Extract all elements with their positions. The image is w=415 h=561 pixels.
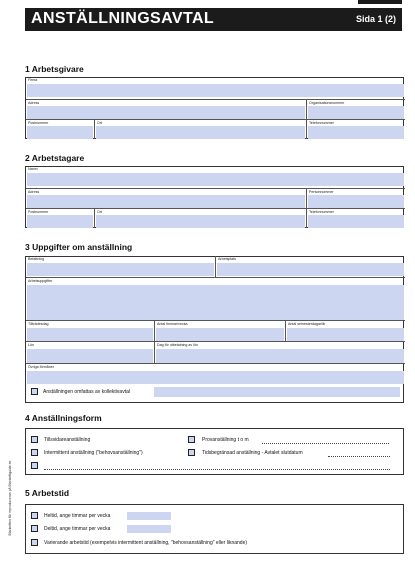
- ovriga-label: Övriga förmåner: [28, 365, 54, 369]
- tidsbegransad-date-line[interactable]: [328, 456, 390, 457]
- employee-personnr-field[interactable]: [308, 195, 404, 208]
- intermittent-label: Intermittent anställning ("behovsanställning"): [44, 450, 143, 456]
- section-heading-employee: 2 Arbetstagare: [25, 153, 85, 163]
- employer-adress-cell: [26, 99, 306, 119]
- section-heading-form: 4 Anställningsform: [25, 413, 102, 423]
- lon-cell: [26, 341, 154, 363]
- employee-personnr-label: Personnummer: [309, 190, 334, 194]
- arbetsuppgifter-cell: [26, 277, 405, 320]
- befattning-field[interactable]: [27, 263, 214, 276]
- employee-namn-cell: [26, 166, 405, 188]
- form-box: [25, 428, 404, 475]
- employer-adress-field[interactable]: [27, 106, 305, 119]
- employee-telefon-cell: [306, 208, 405, 228]
- utbetalning-cell: [154, 341, 405, 363]
- timmar-field[interactable]: [156, 328, 284, 341]
- semester-field[interactable]: [287, 328, 404, 341]
- section-heading-employer: 1 Arbetsgivare: [25, 64, 84, 74]
- employee-adress-field[interactable]: [27, 195, 305, 208]
- page-corner-mark: [358, 0, 402, 4]
- employer-postnr-field[interactable]: [27, 126, 93, 139]
- employee-telefon-field[interactable]: [308, 215, 404, 228]
- utbetalning-label: Dag för utbetalning av lön: [157, 343, 198, 347]
- section-heading-worktime: 5 Arbetstid: [25, 488, 70, 498]
- page-number: Sida 1 (2): [355, 14, 396, 24]
- arbetsuppgifter-label: Arbetsuppgifter: [28, 279, 53, 283]
- sidebar-credit: [6, 440, 14, 560]
- employee-adress-cell: [26, 188, 306, 208]
- arbetsuppgifter-field[interactable]: [27, 285, 404, 320]
- employment-box: [25, 256, 404, 403]
- employee-postnr-field[interactable]: [27, 215, 93, 228]
- worktime-box: [25, 504, 404, 554]
- timmar-label: Antal timmar/vecka: [157, 322, 188, 326]
- employer-firma-field[interactable]: [27, 84, 404, 97]
- semester-label: Antal semesterdagar/år: [288, 322, 326, 326]
- employer-firma-cell: [26, 77, 405, 99]
- employee-adress-label: Adress: [28, 190, 40, 194]
- employer-adress-label: Adress: [28, 101, 40, 105]
- other-form-checkbox[interactable]: [31, 462, 38, 469]
- employer-telefon-field[interactable]: [308, 126, 404, 139]
- provanstallning-label: Provanställning t o m: [202, 437, 249, 443]
- ovriga-cell: [26, 363, 405, 384]
- employee-ort-label: Ort: [97, 210, 102, 214]
- kollektivavtal-checkbox[interactable]: [31, 388, 38, 395]
- employee-namn-field[interactable]: [27, 173, 404, 186]
- employee-namn-label: Namn: [28, 167, 38, 171]
- form-header: [25, 8, 402, 31]
- employee-postnr-label: Postnummer: [28, 210, 49, 214]
- tillsvidare-checkbox[interactable]: [31, 436, 38, 443]
- tillsvidare-label: Tillsvidareanställning: [44, 437, 91, 443]
- section-heading-employment: 3 Uppgifter om anställning: [25, 242, 133, 252]
- tilltradesdag-field[interactable]: [27, 328, 153, 341]
- tidsbegransad-checkbox[interactable]: [188, 449, 195, 456]
- lon-label: Lön: [28, 343, 34, 347]
- tidsbegransad-label: Tidsbegränsad anställning - Avtalet slutdatum: [202, 450, 303, 456]
- timmar-cell: [154, 320, 285, 341]
- tilltradesdag-label: Tillträdesdag: [28, 322, 49, 326]
- kollektivavtal-field[interactable]: [154, 387, 400, 397]
- employee-ort-cell: [94, 208, 306, 228]
- employee-box: [25, 166, 404, 228]
- varierande-label: Varierande arbetstid (exempelvis intermittent anställning, "behovsanställning" eller liknande): [44, 540, 248, 546]
- employer-postnr-label: Postnummer: [28, 121, 49, 125]
- other-form-line[interactable]: [44, 469, 390, 470]
- employer-orgnr-cell: [306, 99, 405, 119]
- employee-telefon-label: Telefonnummer: [309, 210, 334, 214]
- befattning-cell: [26, 256, 215, 277]
- heltid-hours-field[interactable]: [127, 512, 171, 520]
- employer-ort-cell: [94, 119, 306, 139]
- form-title: ANSTÄLLNINGSAVTAL: [31, 10, 215, 27]
- sidebar-credit-text: Blanketten får reproduceras på Blankettguide.se: [8, 460, 12, 536]
- arbetsplats-cell: [215, 256, 405, 277]
- intermittent-checkbox[interactable]: [31, 449, 38, 456]
- employer-telefon-label: Telefonnummer: [309, 121, 334, 125]
- deltid-hours-field[interactable]: [127, 525, 171, 533]
- arbetsplats-label: Arbetsplats: [218, 257, 236, 261]
- employer-orgnr-field[interactable]: [308, 106, 404, 119]
- provanstallning-checkbox[interactable]: [188, 436, 195, 443]
- deltid-label: Deltid, ange timmar per vecka: [44, 526, 111, 532]
- employer-telefon-cell: [306, 119, 405, 139]
- ovriga-field[interactable]: [27, 371, 404, 384]
- heltid-label: Heltid, ange timmar per vecka: [44, 513, 111, 519]
- employee-postnr-cell: [26, 208, 94, 228]
- semester-cell: [285, 320, 405, 341]
- employer-box: [25, 77, 404, 139]
- employer-firma-label: Firma: [28, 78, 38, 82]
- employer-ort-label: Ort: [97, 121, 102, 125]
- employer-orgnr-label: Organisationsnummer: [309, 101, 345, 105]
- employee-ort-field[interactable]: [96, 215, 305, 228]
- tilltradesdag-cell: [26, 320, 154, 341]
- arbetsplats-field[interactable]: [217, 263, 404, 276]
- befattning-label: Befattning: [28, 257, 45, 261]
- utbetalning-field[interactable]: [156, 349, 404, 363]
- lon-field[interactable]: [27, 349, 153, 363]
- employer-ort-field[interactable]: [96, 126, 305, 139]
- provanstallning-date-line[interactable]: [262, 443, 389, 444]
- employer-postnr-cell: [26, 119, 94, 139]
- varierande-checkbox[interactable]: [31, 539, 38, 546]
- heltid-checkbox[interactable]: [31, 512, 38, 519]
- kollektivavtal-label: Anställningen omfattas av kollektivavtal: [43, 389, 130, 395]
- deltid-checkbox[interactable]: [31, 525, 38, 532]
- employee-personnr-cell: [306, 188, 405, 208]
